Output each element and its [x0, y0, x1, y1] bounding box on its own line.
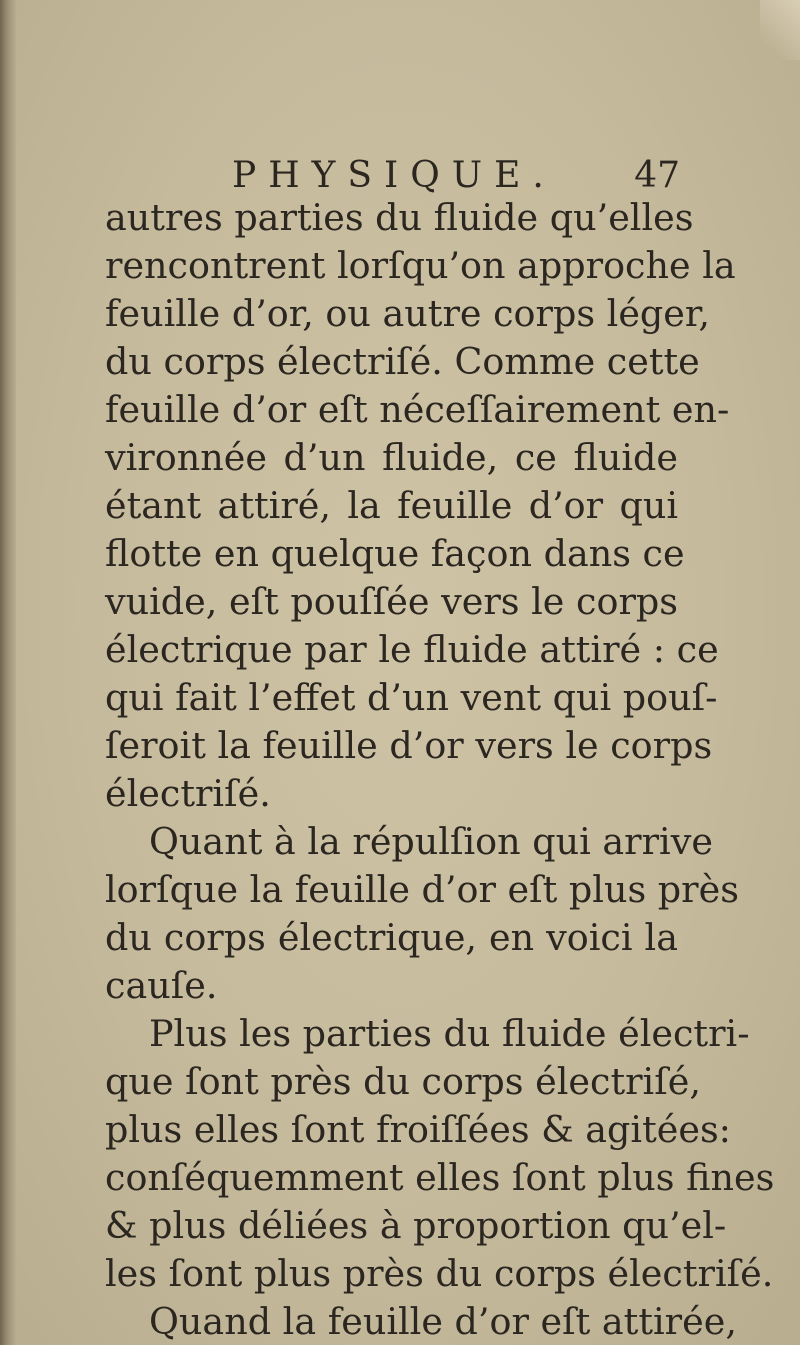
text-line: du corps électrique, en voici la: [105, 916, 678, 959]
text-line: feuille d’or, ou autre corps léger,: [105, 292, 710, 335]
text-line: les ſont plus près du corps électriſé.: [105, 1252, 774, 1295]
text-line: rencontrent lorſqu’on approche la: [105, 244, 736, 287]
text-line: qui fait l’effet d’un vent qui pouſ-: [105, 676, 718, 719]
text-line: vironnée d’un fluide, ce fluide: [105, 436, 678, 479]
text-line: Quant à la répulſion qui arrive: [149, 820, 713, 863]
text-line: ſeroit la feuille d’or vers le corps: [105, 724, 713, 767]
text-line: feuille d’or eſt néceſſairement en-: [105, 388, 730, 431]
text-line: électrique par le fluide attiré : ce: [105, 628, 719, 671]
text-line: étant attiré, la feuille d’or qui: [105, 484, 678, 527]
text-line: plus elles ſont froiſſées & agitées:: [105, 1108, 731, 1151]
text-line: du corps électriſé. Comme cette: [105, 340, 700, 383]
body-text: [105, 194, 775, 1345]
text-line: conſéquemment elles ſont plus fines: [105, 1156, 775, 1199]
page-corner: [760, 0, 800, 60]
running-head: PHYSIQUE.: [232, 155, 556, 196]
text-line: lorſque la feuille d’or eſt plus près: [105, 868, 739, 911]
text-line: Plus les parties du fluide électri-: [149, 1012, 750, 1055]
text-line: cauſe.: [105, 964, 218, 1007]
text-line: vuide, eſt pouſſée vers le corps: [105, 580, 678, 623]
text-line: autres parties du fluide qu’elles: [105, 196, 694, 239]
text-line: que ſont près du corps électriſé,: [105, 1060, 701, 1103]
text-line: Quand la feuille d’or eſt attirée,: [149, 1300, 737, 1343]
text-line: flotte en quelque façon dans ce: [105, 532, 685, 575]
page-number: 47: [634, 155, 680, 196]
binding-shadow: [0, 0, 16, 1345]
text-line: électriſé.: [105, 772, 271, 815]
text-line: & plus déliées à proportion qu’el-: [105, 1204, 727, 1247]
